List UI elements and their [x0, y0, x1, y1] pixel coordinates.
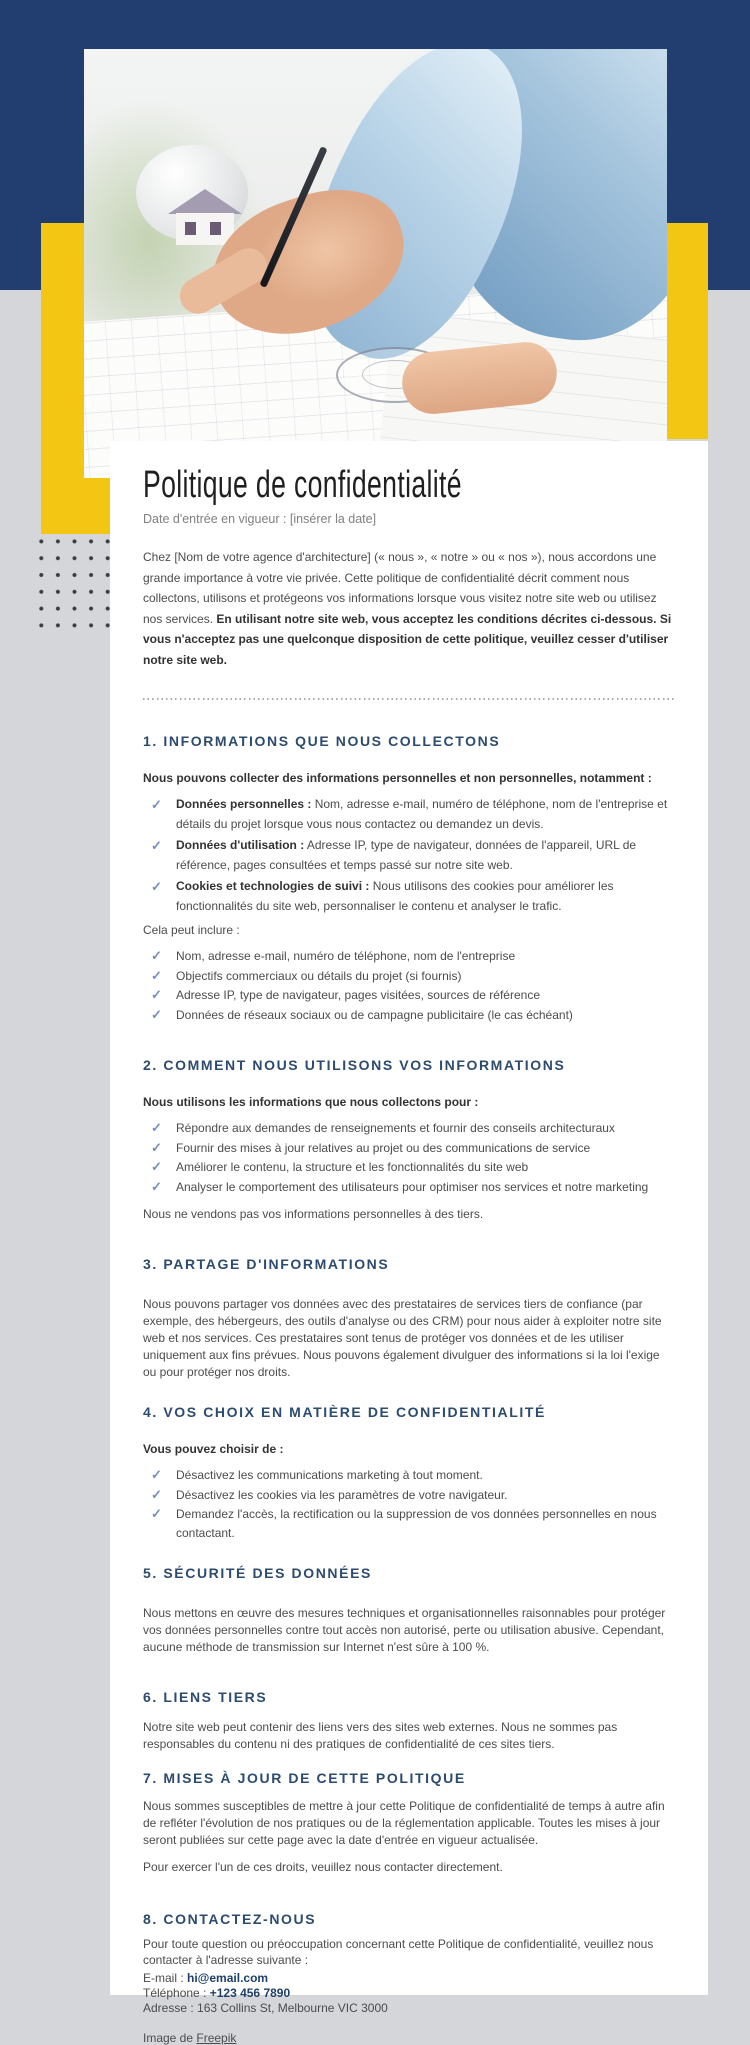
email-label: E-mail : [143, 1971, 188, 1985]
check-icon: ✓ [151, 948, 162, 963]
check-icon: ✓ [151, 1139, 162, 1155]
bullet-text: Améliorer le contenu, la structure et les fonctionnalités du site web [176, 1160, 529, 1174]
check-icon: ✓ [151, 987, 162, 1002]
section-partage-informations [143, 1255, 675, 1381]
section-contactez-nous [143, 1910, 675, 2045]
bullet-item [151, 947, 675, 966]
section-3-heading: 3. PARTAGE D'INFORMATIONS [143, 1256, 390, 1272]
check-icon: ✓ [151, 1506, 162, 1521]
section-1-bullet-list [143, 795, 675, 916]
section-3-paragraph: Nous pouvons partager vos données avec des prestataires de services tiers de confiance (par exemple, des hébergeurs, des outils d'analyse ou des CRM) pour nous aider à exploiter notre site web et nos services. Ces prestataires sont tenus de protéger vos données et de les utiliser uniquement aux fins prévues. Nous pouvons également divulguer des informations si la loi l'exige ou pour protéger nos droits. [143, 1297, 662, 1379]
bullet-item [151, 1486, 675, 1505]
section-2-note: Nous ne vendons pas vos informations personnelles à des tiers. [143, 1207, 484, 1221]
bullet-item [151, 1178, 675, 1197]
contact-email-line [143, 1971, 675, 1986]
dots-decoration [33, 533, 116, 634]
dotted-separator [143, 698, 675, 700]
section-6-heading: 6. LIENS TIERS [143, 1689, 268, 1705]
bullet-rest: Adresse IP, type de navigateur, données de l'appareil, URL de référence, pages consultées et temps passé sur notre site web. [176, 838, 637, 872]
check-icon: ✓ [151, 1006, 162, 1022]
photo-house-model-roof [168, 189, 242, 214]
bullet-label: Données d'utilisation : [176, 838, 305, 852]
check-icon: ✓ [151, 967, 162, 983]
bullet-item [151, 795, 675, 834]
section-8-heading: 8. CONTACTEZ-NOUS [143, 1911, 317, 1927]
bullet-text [176, 836, 675, 875]
bullet-label: Données personnelles : [176, 797, 312, 811]
phone-link[interactable]: +123 456 7890 [209, 1986, 291, 2000]
privacy-policy-card [110, 441, 708, 2045]
section-mises-a-jour [143, 1769, 675, 1876]
check-icon: ✓ [151, 1178, 162, 1194]
bullet-item [151, 1139, 675, 1158]
check-icon: ✓ [151, 1486, 162, 1502]
bullet-text: Objectifs commerciaux ou détails du projet (si fournis) [176, 968, 462, 983]
bullet-text: Fournir des mises à jour relatives au projet ou des communications de service [176, 1140, 591, 1155]
bullet-text: Analyser le comportement des utilisateurs pour optimiser nos services et notre marketing [176, 1179, 649, 1194]
section-1-lead: Nous pouvons collecter des informations personnelles et non personnelles, notamment : [143, 771, 652, 785]
check-icon: ✓ [151, 797, 162, 812]
yellow-accent-right [667, 223, 708, 439]
section-liens-tiers [143, 1688, 675, 1753]
page-title-wrap [143, 465, 675, 505]
bullet-item [151, 1006, 675, 1025]
contact-block [143, 1971, 675, 2016]
section-4-lead: Vous pouvez choisir de : [143, 1442, 284, 1456]
bullet-text: Données de réseaux sociaux ou de campagne publicitaire (le cas échéant) [176, 1007, 573, 1022]
freepik-link[interactable]: Freepik [196, 2031, 237, 2045]
bullet-text: Nom, adresse e-mail, numéro de téléphone, nom de l'entreprise [176, 949, 516, 963]
section-1-sub-bullet-list [143, 947, 675, 1024]
intro-text: Chez [Nom de votre agence d'architecture] (« nous », « notre » ou « nos »), nous accordons une grande importance à votre vie privée. Cette politique de confidentialité décrit comment nous collectons, utilisons et protégeons vos informations lorsque vous visitez notre site web ou utilisez nos services. [143, 550, 657, 626]
bullet-rest: Nous utilisons des cookies pour améliorer les fonctionnalités du site web, personnaliser le contenu et analyser le trafic. [176, 879, 614, 913]
section-2-lead: Nous utilisons les informations que nous collectons pour : [143, 1095, 479, 1109]
bullet-item [151, 1466, 675, 1485]
section-4-bullet-list [143, 1466, 675, 1542]
address-label: Adresse : [143, 2001, 198, 2015]
bullet-item [151, 877, 675, 916]
email-link[interactable]: hi@email.com [187, 1971, 269, 1985]
bullet-text [176, 877, 675, 916]
section-2-bullet-list [143, 1119, 675, 1196]
credit-prefix: Image de [143, 2031, 197, 2045]
bullet-item [151, 1158, 675, 1177]
contact-phone-line [143, 1986, 675, 2001]
section-5-heading: 5. SÉCURITÉ DES DONNÉES [143, 1565, 372, 1581]
bullet-text: Répondre aux demandes de renseignements et fournir des conseils architecturaux [176, 1121, 615, 1135]
intro-paragraph [143, 547, 675, 670]
check-icon: ✓ [151, 1159, 162, 1174]
section-6-paragraph: Notre site web peut contenir des liens vers des sites web externes. Nous ne sommes pas responsables du contenu ni des pratiques de confidentialité de ces sites tiers. [143, 1720, 618, 1751]
image-credit [143, 2031, 675, 2045]
section-5-paragraph: Nous mettons en œuvre des mesures techniques et organisationnelles raisonnables pour protéger vos données personnelles contre tout accès non autorisé, perte ou utilisation abusive. Cependant, aucune méthode de transmission sur Internet n'est sûre à 100 %. [143, 1606, 666, 1654]
address-value: 163 Collins St, Melbourne VIC 3000 [197, 2001, 388, 2015]
bullet-item [151, 1119, 675, 1138]
section-utilisation-informations [143, 1056, 675, 1223]
contact-address-line [143, 2001, 675, 2016]
section-1-heading: 1. INFORMATIONS QUE NOUS COLLECTONS [143, 733, 501, 749]
photo-house-model [176, 213, 234, 245]
section-8-paragraph: Pour toute question ou préoccupation concernant cette Politique de confidentialité, veuillez nous contacter à l'adresse suivante : [143, 1937, 654, 1967]
bullet-item [151, 1505, 675, 1542]
section-7-paragraph: Nous sommes susceptibles de mettre à jour cette Politique de confidentialité de temps à autre afin de refléter l'évolution de nos pratiques ou de la réglementation applicable. Toutes les mises à jour seront publiées sur cette page avec la date d'entrée en vigueur actualisée. [143, 1799, 665, 1847]
bullet-item [151, 986, 675, 1005]
effective-date: Date d'entrée en vigueur : [insérer la date] [143, 512, 377, 526]
bullet-label: Cookies et technologies de suivi : [176, 879, 370, 893]
section-7-heading: 7. MISES À JOUR DE CETTE POLITIQUE [143, 1770, 466, 1786]
hero-photo-architect [84, 49, 667, 478]
section-choix-confidentialite [143, 1403, 675, 1542]
section-2-heading: 2. COMMENT NOUS UTILISONS VOS INFORMATIONS [143, 1057, 566, 1073]
section-4-heading: 4. VOS CHOIX EN MATIÈRE DE CONFIDENTIALITÉ [143, 1404, 546, 1420]
section-1-sub-lead: Cela peut inclure : [143, 923, 240, 937]
check-icon: ✓ [151, 838, 162, 853]
bullet-text: Désactivez les cookies via les paramètres de votre navigateur. [176, 1487, 508, 1502]
check-icon: ✓ [151, 879, 162, 894]
page-title: Politique de confidentialité [143, 464, 462, 506]
bullet-rest: Nom, adresse e-mail, numéro de téléphone, nom de l'entreprise et détails du projet lorsque vous nous contactez ou demandez un devis. [176, 797, 668, 831]
section-securite-donnees [143, 1564, 675, 1656]
bullet-text: Demandez l'accès, la rectification ou la suppression de vos données personnelles en nous contactant. [176, 1507, 657, 1540]
check-icon: ✓ [151, 1467, 162, 1482]
phone-label: Téléphone : [143, 1986, 210, 2000]
check-icon: ✓ [151, 1120, 162, 1135]
bullet-text: Désactivez les communications marketing à tout moment. [176, 1468, 483, 1482]
bullet-text [176, 795, 675, 834]
section-7-paragraph-2: Pour exercer l'un de ces droits, veuillez nous contacter directement. [143, 1860, 503, 1874]
intro-bold-text: En utilisant notre site web, vous acceptez les conditions décrites ci-dessous. Si vous n'acceptez pas une quelconque disposition de cette politique, veuillez cesser d'utiliser notre site web. [143, 611, 672, 667]
section-informations-collectees [143, 732, 675, 1024]
bullet-item [151, 836, 675, 875]
bullet-item [151, 967, 675, 986]
bullet-text: Adresse IP, type de navigateur, pages visitées, sources de référence [176, 988, 540, 1002]
